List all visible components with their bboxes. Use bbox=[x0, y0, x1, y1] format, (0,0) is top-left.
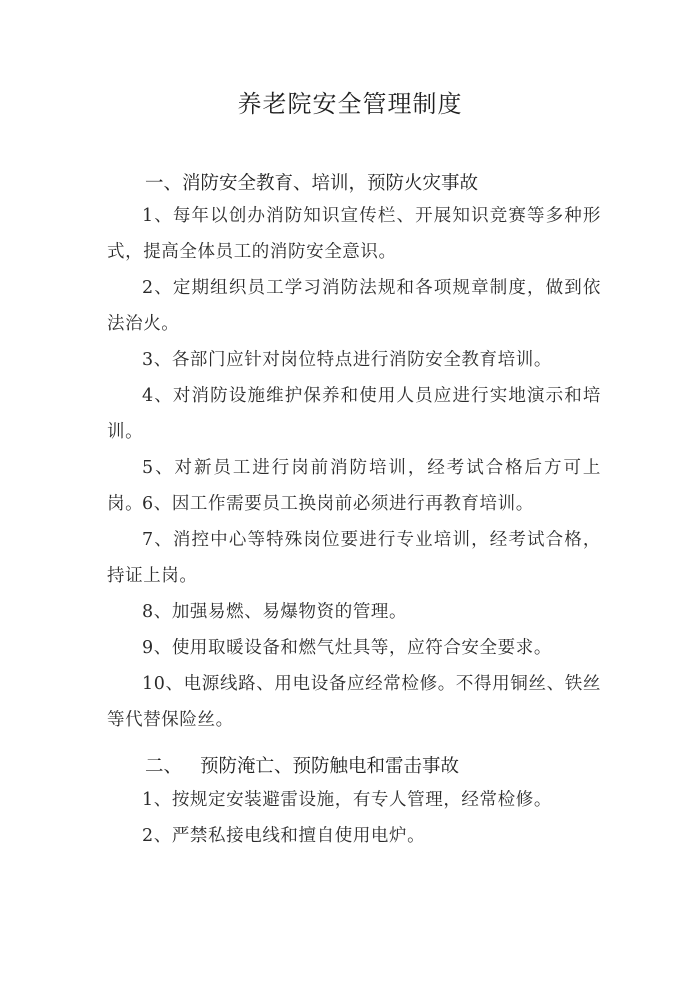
paragraph-item-2-2: 2、严禁私接电线和擅自使用电炉。 bbox=[142, 826, 426, 846]
document-title: 养老院安全管理制度 bbox=[237, 90, 463, 118]
paragraph-item-4: 4、对消防设施维护保养和使用人员应进行实地演示和培训。 bbox=[107, 386, 601, 442]
section-heading-fire-safety: 一、消防安全教育、培训，预防火灾事故 bbox=[145, 173, 479, 194]
section-heading-drowning-electric bbox=[145, 752, 459, 778]
paragraph-item-9: 9、使用取暖设备和燃气灶具等，应符合安全要求。 bbox=[142, 638, 552, 658]
paragraph-item-5: 5、对新员工进行岗前消防培训，经考试合格后方可上岗。 bbox=[107, 458, 601, 514]
paragraph-item-3: 3、各部门应针对岗位特点进行消防安全教育培训。 bbox=[142, 350, 552, 370]
paragraph-item-10: 10、电源线路、用电设备应经常检修。不得用铜丝、铁丝等代替保险丝。 bbox=[107, 674, 601, 730]
paragraph-item-7: 7、消控中心等特殊岗位要进行专业培训，经考试合格，持证上岗。 bbox=[107, 530, 601, 586]
paragraph-item-1: 1、每年以创办消防知识宣传栏、开展知识竞赛等多种形式，提高全体员工的消防安全意识。 bbox=[107, 206, 601, 262]
paragraph-item-8: 8、加强易燃、易爆物资的管理。 bbox=[142, 602, 408, 622]
paragraph-item-2-1: 1、按规定安装避雷设施，有专人管理，经常检修。 bbox=[142, 790, 552, 810]
paragraph-item-2: 2、定期组织员工学习消防法规和各项规章制度，做到依法治火。 bbox=[107, 278, 601, 334]
paragraph-item-6: 6、因工作需要员工换岗前必须进行再教育培训。 bbox=[142, 494, 534, 514]
section-heading-number: 二、 bbox=[145, 756, 183, 777]
section-heading-text: 预防淹亡、预防触电和雷击事故 bbox=[200, 756, 460, 777]
